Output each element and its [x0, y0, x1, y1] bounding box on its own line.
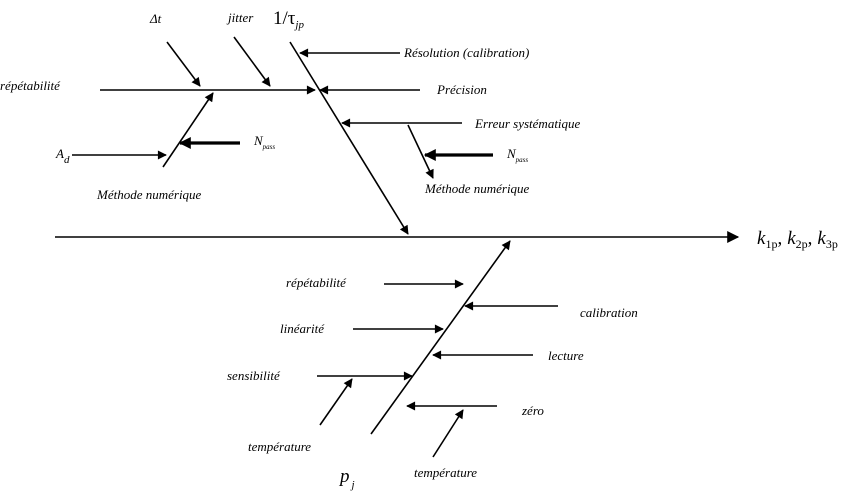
jitter-arrow	[234, 37, 270, 86]
methode-right-arrow	[408, 125, 433, 178]
result-k1-sub: 1p	[765, 237, 778, 251]
n-pass-left-label	[253, 133, 275, 151]
n-pass-right-main: N	[507, 146, 516, 161]
precision-label: Précision	[437, 82, 487, 97]
lower-branch-label	[338, 466, 355, 491]
temperature-right-arrow	[433, 410, 463, 457]
n-pass-right-sub: pass	[515, 156, 529, 164]
lower-branch-main: p	[340, 466, 350, 487]
calibration-label: calibration	[580, 305, 638, 320]
temperature-left-arrow	[320, 379, 352, 425]
delta-t-arrow	[167, 42, 200, 86]
result-sep-1: ,	[777, 228, 783, 249]
result-k2: k	[787, 228, 796, 249]
upper-branch-arrow	[290, 42, 408, 234]
delta-t-label: Δt	[150, 11, 162, 26]
upper-branch-sub: jp	[295, 19, 304, 31]
erreur-label: Erreur systématique	[475, 116, 581, 131]
upper-branch-main: 1/τ	[273, 8, 296, 29]
methode-left-label: Méthode numérique	[97, 187, 202, 202]
result-k1: k	[757, 228, 766, 249]
n-pass-left-main: N	[254, 133, 263, 148]
methode-left-arrow	[163, 93, 213, 167]
a-d-sub: d	[63, 154, 70, 166]
upper-branch-label	[273, 8, 304, 31]
temperature-right-label: température	[414, 465, 478, 480]
result-sep-2: ,	[807, 228, 813, 249]
lower-branch-arrow	[371, 241, 510, 434]
resolution-label: Résolution (calibration)	[404, 45, 530, 60]
jitter-label: jitter	[228, 10, 254, 25]
result-k3: k	[817, 228, 826, 249]
lecture-label: lecture	[548, 348, 584, 363]
lower-branch-sub: j	[351, 479, 355, 491]
repetabilite-lower-label: répétabilité	[286, 275, 346, 290]
result-k3-sub: 3p	[825, 237, 838, 251]
sensibilite-label: sensibilité	[227, 368, 280, 383]
result-label	[757, 228, 838, 251]
methode-right-label: Méthode numérique	[425, 181, 530, 196]
linearite-label: linéarité	[280, 321, 325, 336]
temperature-left-label: température	[248, 439, 312, 454]
n-pass-left-sub: pass	[262, 143, 276, 151]
zero-label: zéro	[522, 403, 544, 418]
result-k2-sub: 2p	[795, 237, 808, 251]
n-pass-right-label	[506, 146, 528, 164]
a-d-main: A	[56, 146, 64, 161]
a-d-label	[55, 146, 70, 166]
repetabilite-upper-label: répétabilité	[0, 78, 60, 93]
